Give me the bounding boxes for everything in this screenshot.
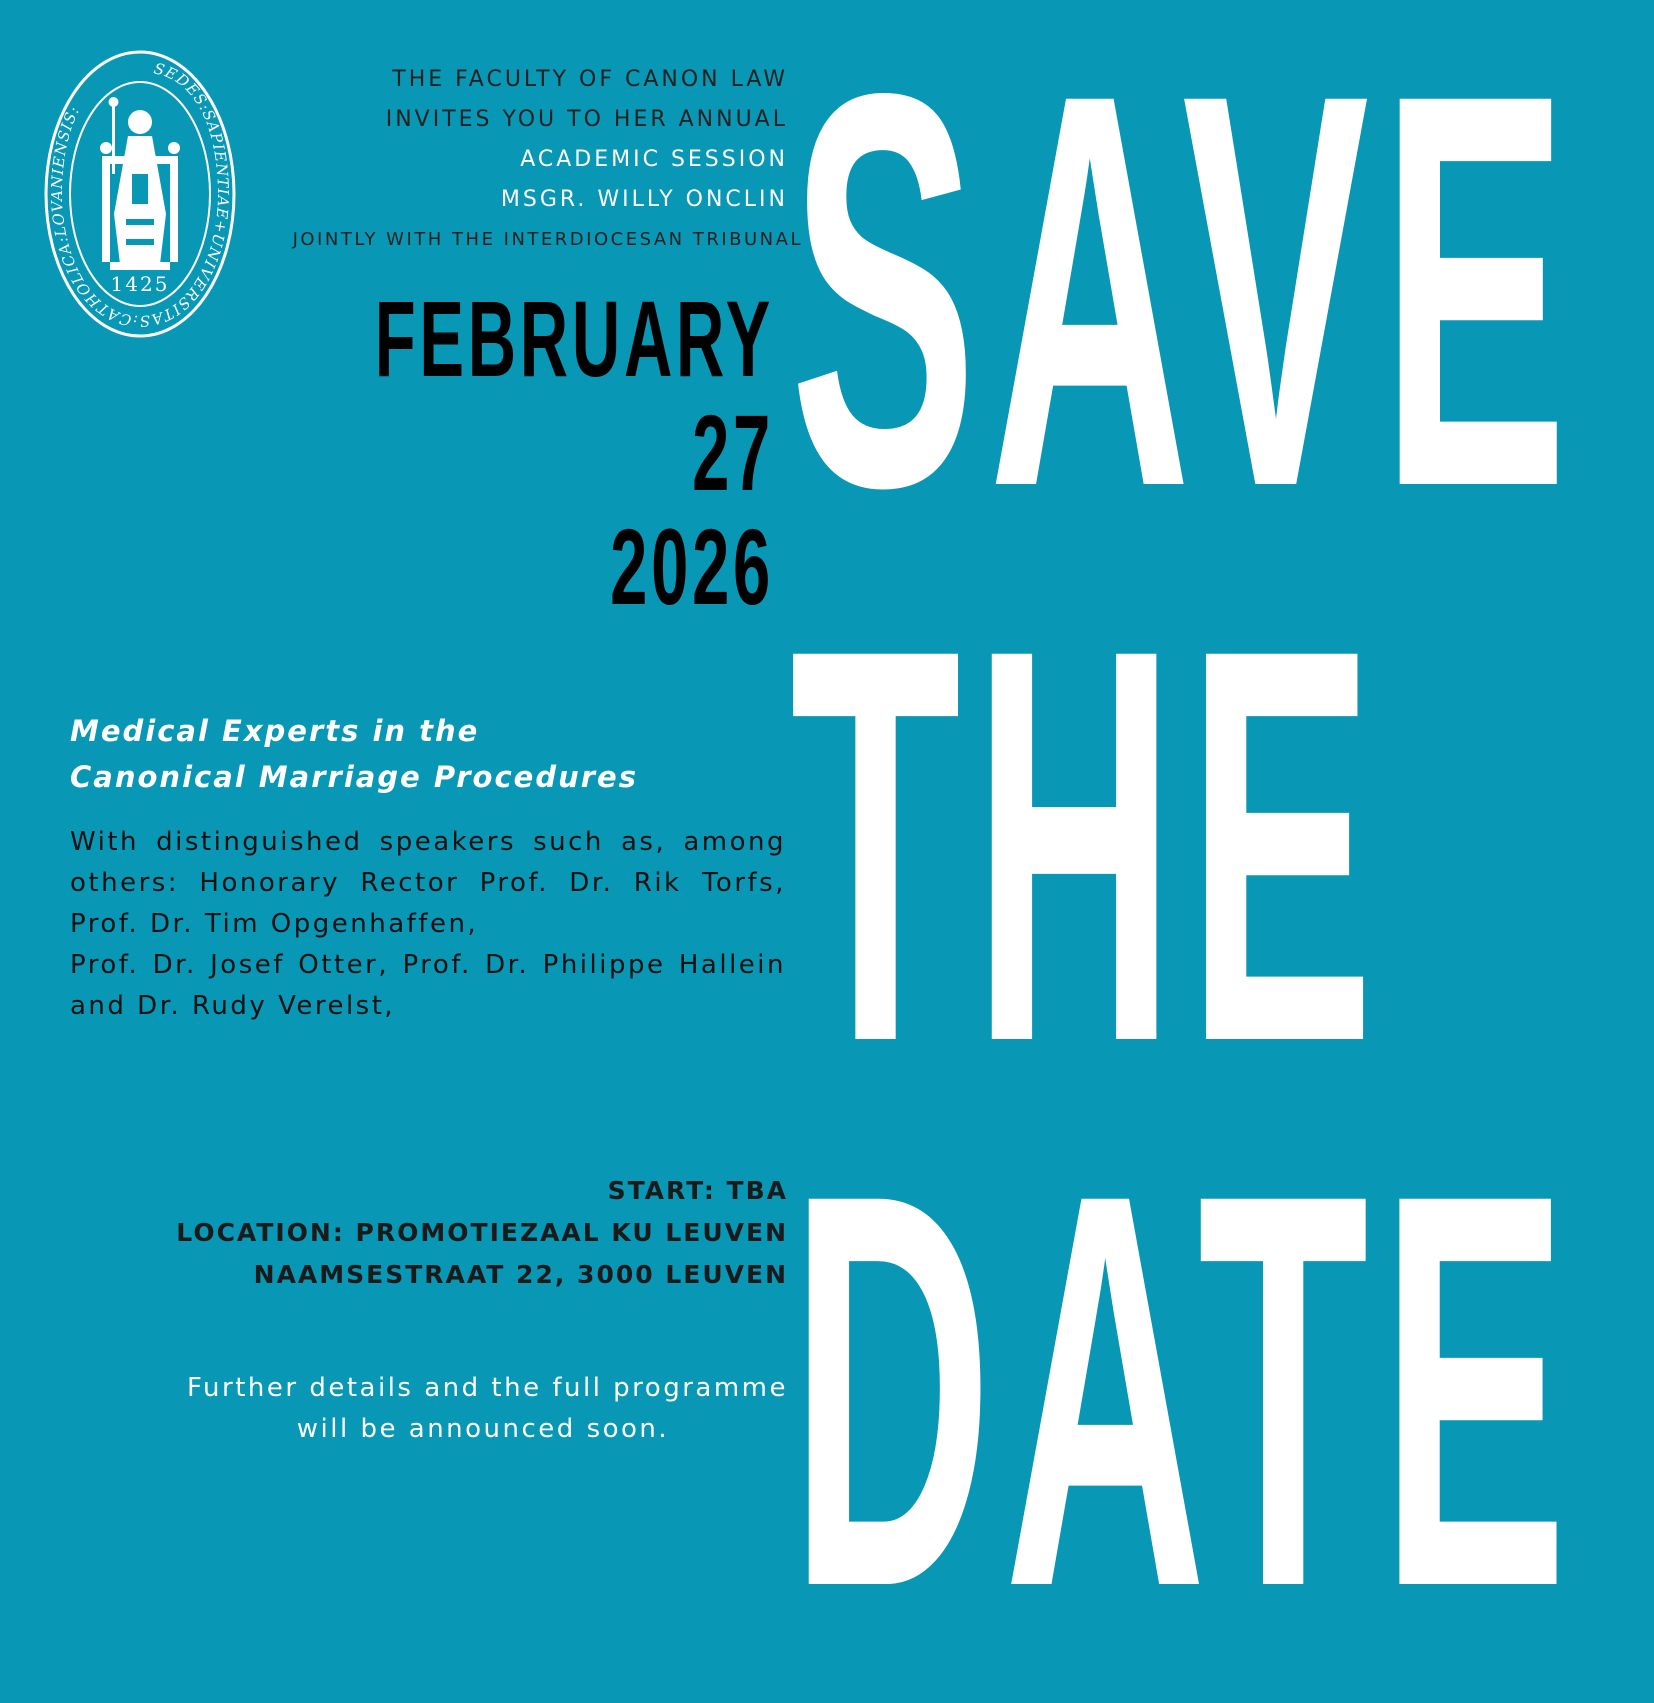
start-time: START: TBA: [607, 1176, 788, 1205]
seal-year: 1425: [110, 272, 170, 296]
event-month: FEBRUARY: [374, 278, 774, 399]
event-year: 2026: [610, 506, 774, 627]
headline-save: SAVE: [790, 0, 1580, 603]
speakers-text-2: Prof. Dr. Josef Otter, Prof. Dr. Philippe Hallein and Dr. Rudy Verelst,: [70, 950, 786, 1021]
session-title-line-1: Medical Experts in the: [70, 714, 480, 748]
event-date: [374, 278, 774, 627]
closing-note-line-1: Further details and the full programme: [187, 1373, 788, 1403]
closing-note: [88, 1368, 788, 1450]
header-line-session: ACADEMIC SESSION: [520, 147, 788, 172]
invitation-header: [168, 60, 803, 260]
svg-text:SEDES:SAPIENTIAE+UNIVERSITAS:C: SEDES:SAPIENTIAE+UNIVERSITAS:CATHOLICA:LOVANIENSIS:: [47, 59, 233, 331]
speakers-text-1: With distinguished speakers such as, among others: Honorary Rector Prof. Dr. Rik Torfs, Prof. Dr. Tim Opgenhaffen,: [70, 827, 786, 939]
event-day: 27: [692, 392, 774, 513]
address: NAAMSESTRAAT 22, 3000 LEUVEN: [253, 1260, 788, 1289]
header-line-jointly: JOINTLY WITH THE INTERDIOCESAN TRIBUNAL: [292, 229, 803, 250]
headline-date: DATE: [790, 1077, 1580, 1703]
headline-the: THE: [790, 532, 1386, 1158]
closing-note-line-2: will be announced soon.: [296, 1414, 670, 1444]
session-title: [70, 708, 790, 800]
event-logistics: [28, 1170, 788, 1296]
header-line-name: MSGR. WILLY ONCLIN: [500, 187, 788, 212]
location: LOCATION: PROMOTIEZAAL KU LEUVEN: [176, 1218, 788, 1247]
session-title-line-2: Canonical Marriage Procedures: [70, 760, 638, 794]
speakers-paragraph: [70, 822, 786, 1027]
header-line-faculty: THE FACULTY OF CANON LAW: [392, 67, 788, 92]
header-line-invites: INVITES YOU TO HER ANNUAL: [385, 107, 788, 132]
